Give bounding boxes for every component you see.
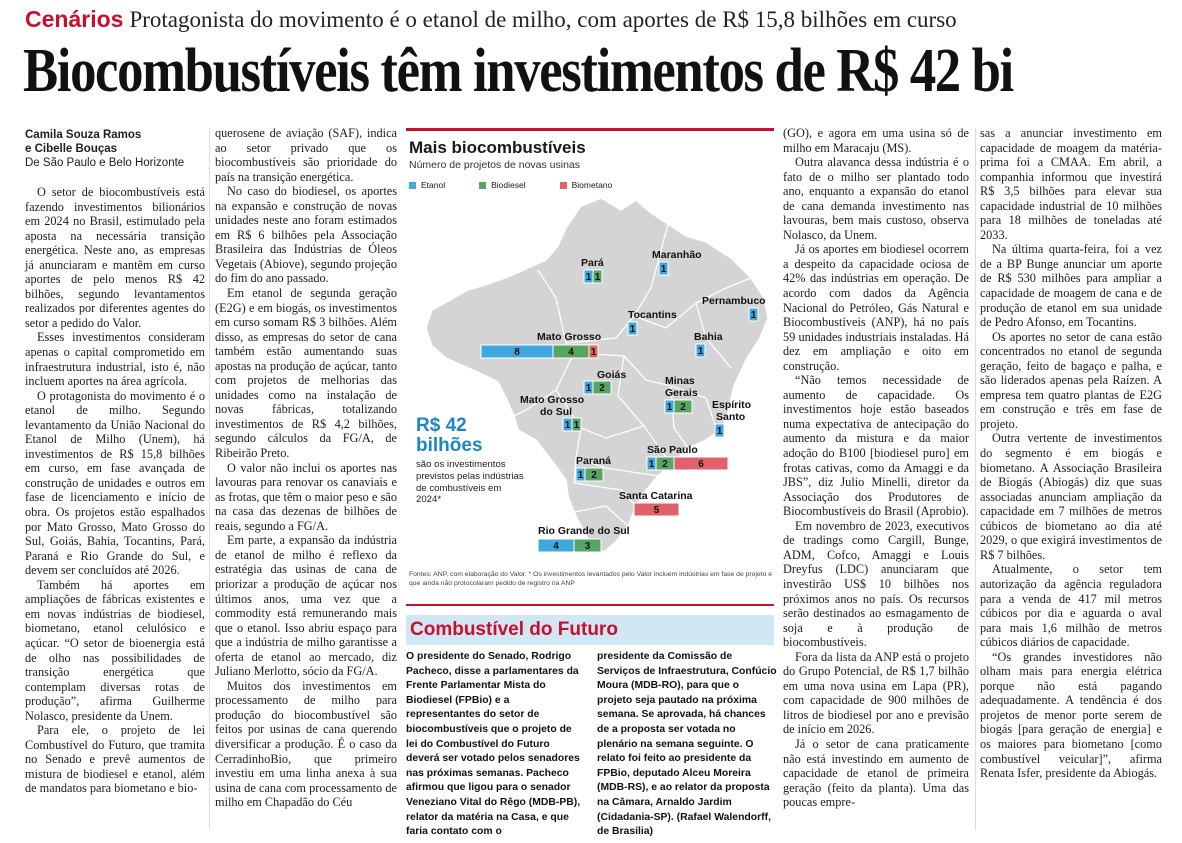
state-label-ms-2: do Sul bbox=[540, 406, 573, 418]
state-label-tocantins: Tocantins bbox=[628, 309, 677, 321]
count-box-value: 5 bbox=[653, 505, 660, 516]
paragraph: Outra vertente de investimentos do segmento é em biogás e biometano. A Associação Brasileira de Biogás (Abiogás) diz que suas associadas anunciam ampliação da capacidade em 7 milhões de metros cúbicos de biometano ao dia até 2029, o que exigirá investimentos de R$ 7 bilhões. bbox=[980, 431, 1162, 562]
count-box-value: 1 bbox=[697, 346, 704, 357]
paragraph: O protagonista do movimento é o etanol de milho. Segundo levantamento da União Nacional do Etanol de Milho (Unem), há investimentos de R$ 15,8 bilhões em curso, em fase avançada de construção de unidades e outros em fase de licenciamento e início de obra. Os projetos estão espalhados por Mato Grosso, Mato Grosso do Sul, Goiás, Bahia, Tocantins, Pará, Paraná e Rio Grande do Sul, e devem ser concluídos até 2026. bbox=[25, 388, 205, 578]
count-box-value: 1 bbox=[577, 470, 584, 481]
paragraph: O valor não inclui os aportes nas lavouras para renovar os canaviais e as frotas, que têm o maior peso e são na casa das dezenas de bilhões de reais, segundo a FG/A. bbox=[215, 460, 397, 533]
column-divider bbox=[975, 128, 976, 830]
paragraph: Muitos dos investimentos em processamento de milho para produção do biocombustível são feitos por usinas de cana querendo diversificar a produção. É o caso da CerradinhoBio, que primeiro investiu em uma linha anexa à sua usina de cana com processamento de milho em Chapadão do Céu bbox=[215, 678, 397, 810]
state-label-minas-2: Gerais bbox=[665, 387, 698, 399]
paragraph: O setor de biocombustíveis está fazendo investimentos bilionários em 2024 no Brasil, estimulado pela aposta na necessária transição energética. Neste ano, as empresas já anunciaram e mantêm em curso aportes de pelo menos R$ 42 bilhões, segundo levantamentos realizados por diferentes agentes do setor a pedido do Valor. bbox=[25, 185, 205, 330]
sidebar-box-title: Combustível do Futuro bbox=[410, 619, 618, 640]
state-label-santa-catarina: Santa Catarina bbox=[619, 490, 693, 502]
count-box-value: 1 bbox=[585, 383, 592, 394]
state-label-espirito-2: Santo bbox=[716, 411, 746, 423]
article-column-2 bbox=[215, 126, 397, 810]
paragraph: Em novembro de 2023, executivos de tradings como Cargill, Bunge, ADM, Cofco, Amaggi e Louis Dreyfus (LDC) anunciaram que investirão US$ 10 bilhões nos próximos anos no país. Os recursos serão destinados ao esmagamento de soja e à produção de biocombustíveis. bbox=[783, 518, 969, 650]
count-box-value: 1 bbox=[666, 402, 673, 413]
count-box-value: 1 bbox=[716, 426, 723, 437]
kicker-line bbox=[25, 6, 1165, 36]
paragraph: sas a anunciar investimento em capacidade de moagem da matéria-prima foi a CMAA. Em abril, a companhia informou que investirá R$ 3,5 bilhões para elevar sua capacidade industrial de 10 milhões para 18 milhões de toneladas até 2033. bbox=[980, 126, 1162, 242]
paragraph: Na última quarta-feira, foi a vez de a BP Bunge anunciar um aporte de R$ 530 milhões para ampliar a capacidade de moagem de cana e de produção de etanol em sua unidade de Pedro Afonso, em Tocantins. bbox=[980, 242, 1162, 330]
sidebar-box-text-1: O presidente do Senado, Rodrigo Pacheco, disse a parlamentares da Frente Parlamentar Mista do Biodiesel (FPBio) e a representantes do setor de biocombustíveis que o projeto de lei do Combustível do Futuro deverá ser votado pelos senadores nas próximas semanas. Pacheco afirmou que ligou para o senador Veneziano Vital do Rêgo (MDB-PB), relator da matéria na Casa, e que faria contato com o bbox=[406, 651, 581, 838]
paragraph: Já os aportes em biodiesel ocorrem a despeito da capacidade ociosa de 42% das indústrias em operação. De acordo com dados da Agência Nacional do Petróleo, Gás Natural e Biocombustíveis (ANP), há no país 59 unidades industriais instaladas. Há dez em ampliação e oito em construção. bbox=[783, 242, 969, 373]
paragraph: “Os grandes investidores não olham mais para energia elétrica porque não está pagando adequadamente. A tendência é dos projetos de menor porte serem de biogás [para geração de energia] e os maiores para biometano [como combustível veicular]”, afirma Renata Isfer, presidente da Abiogás. bbox=[980, 649, 1162, 781]
legend-label: Etanol bbox=[421, 180, 446, 190]
paragraph: querosene de aviação (SAF), indica ao setor privado que os biocombustíveis são prioridade do país na transição energética. bbox=[215, 126, 397, 184]
count-box-value: 1 bbox=[750, 310, 757, 321]
state-label-parana: Paraná bbox=[576, 455, 612, 467]
state-label-bahia: Bahia bbox=[694, 331, 723, 343]
byline-authors-1: Camila Souza Ramos bbox=[25, 129, 142, 141]
article-column-4 bbox=[980, 126, 1162, 781]
infographic-subtitle: Número de projetos de novas usinas bbox=[409, 159, 581, 171]
paragraph: Outra alavanca dessa indústria é o fato de o milho ser plantado todo ano, enquanto a expansão do etanol de cana demanda investimento nas lavouras, bem mais custoso, observa Nolasco, da Unem. bbox=[783, 155, 969, 242]
headline: Biocombustíveis têm investimentos de R$ 42 bi bbox=[23, 37, 1013, 105]
legend-label: Biodiesel bbox=[491, 180, 526, 190]
byline-authors-2: e Cibelle Bouças bbox=[25, 143, 118, 155]
count-box-value: 2 bbox=[662, 459, 668, 470]
paragraph: Atualmente, o setor tem autorização da agência reguladora para a venda de 417 mil metros cúbicos por dia e aguarda o aval para mais 1,6 milhão de metros cúbicos diários de capacidade. bbox=[980, 562, 1162, 650]
callout-amount bbox=[416, 416, 483, 456]
paragraph: (GO), e agora em uma usina só de milho em Maracaju (MS). bbox=[783, 126, 969, 155]
paragraph: Esses investimentos consideram apenas o capital comprometido em infraestrutura industrial, isto é, não incluem aportes na área agrícola. bbox=[25, 330, 205, 389]
count-box-value: 1 bbox=[564, 420, 571, 431]
state-label-espirito-1: Espírito bbox=[712, 399, 752, 411]
state-label-sao-paulo: São Paulo bbox=[647, 444, 698, 456]
count-box-value: 1 bbox=[660, 264, 667, 275]
count-box-value: 1 bbox=[629, 324, 636, 335]
state-label-para: Pará bbox=[581, 257, 604, 269]
infographic-title: Mais biocombustíveis bbox=[409, 138, 586, 157]
count-box-value: 4 bbox=[568, 347, 574, 358]
sidebar-box-text-2: presidente da Comissão de Serviços de Infraestrutura, Confúcio Moura (MDB-RO), para que o projeto seja pautado na próxima semana. Se aprovada, há chances de a proposta ser votada no plenário na semana seguinte. O relato foi feito ao presidente da FPBio, deputado Alceu Moreira (MDB-RS), e ao relator da proposta na Câmara, Arnaldo Jardim (Cidadania-SP). (Rafael Walendorff, de Brasília) bbox=[597, 651, 777, 838]
paragraph: Os aportes no setor de cana estão concentrados no etanol de segunda geração, feito de bagaço e palha, e são liderados apenas pela Raízen. A empresa tem quatro plantas de E2G em construção e três em fase de projeto. bbox=[980, 329, 1162, 431]
count-box-value: 2 bbox=[591, 470, 597, 481]
count-box-value: 2 bbox=[599, 383, 605, 394]
paragraph: Em parte, a expansão da indústria de etanol de milho é reflexo da estratégia das usinas de cana de priorizar a produção de açúcar nos últimos anos, uma vez que a commodity está remunerando mais que o etanol. Isso abriu espaço para que a indústria de milho garantisse a oferta de etanol ao mercado, diz Juliano Merlotto, sócio da FG/A. bbox=[215, 533, 397, 679]
state-label-ms-1: Mato Grosso bbox=[520, 394, 585, 406]
count-box-value: 1 bbox=[573, 420, 580, 431]
column-divider bbox=[209, 128, 210, 830]
paragraph: Em etanol de segunda geração (E2G) e em biogás, os investimentos em curso somam R$ 3 bilhões. Além disso, as empresas do setor de cana também estão aumentando suas apostas na produção de açúcar, tanto com projetos de melhorias das unidades como na instalação de novas fábricas, totalizando investimentos de R$ 4,2 bilhões, segundo cálculos da FG/A, de Ribeirão Preto. bbox=[215, 286, 397, 461]
state-label-pernambuco: Pernambuco bbox=[702, 295, 766, 307]
section-kicker: Cenários bbox=[25, 6, 124, 32]
count-box-value: 6 bbox=[698, 459, 704, 470]
state-label-goias: Goiás bbox=[597, 369, 627, 381]
count-box-value: 8 bbox=[514, 347, 520, 358]
callout-amount-value: R$ 42 bbox=[416, 415, 467, 436]
box-top-rule bbox=[406, 604, 774, 606]
sidebar-box-header bbox=[406, 615, 774, 645]
state-label-rs: Rio Grande do Sul bbox=[538, 525, 630, 537]
article-dek: Protagonista do movimento é o etanol de milho, com aportes de R$ 15,8 bilhões em curso bbox=[129, 7, 957, 32]
state-label-minas-1: Minas bbox=[665, 375, 695, 387]
callout-amount-unit: bilhões bbox=[416, 435, 483, 456]
paragraph: Para ele, o projeto de lei Combustível do Futuro, que tramita no Senado e prevê aumentos de mistura de biodiesel e etanol, além de mandatos para biometano e bio- bbox=[25, 723, 205, 796]
count-box-value: 1 bbox=[585, 272, 592, 283]
paragraph: Já o setor de cana praticamente não está investindo em aumento de capacidade de etanol de primeira geração (feito da planta). Uma das poucas empre- bbox=[783, 736, 969, 810]
count-box-value: 1 bbox=[594, 272, 601, 283]
count-box-value: 1 bbox=[590, 347, 597, 358]
callout-description: são os investimentos previstos pelas indústrias de combustíveis em 2024* bbox=[416, 459, 524, 506]
count-box-value: 1 bbox=[648, 459, 655, 470]
paragraph: Também há aportes em ampliações de fábricas existentes e em novas indústrias de biodiesel, biometano, etanol celulósico e açúcar. “O setor de bioenergia está de olho nas possibilidades de transição energética que contemplam diversas rotas de produção”, afirma Guilherme Nolasco, presidente da Unem. bbox=[25, 577, 205, 723]
infographic-source: Fontes: ANP, com elaboração do Valor. * Os investimentos levantados pelo Valor incluem indústrias em fase de projeto e que ainda não protocolaram pedido de registro na ANP bbox=[409, 571, 773, 587]
paragraph: Fora da lista da ANP está o projeto do Grupo Potencial, de R$ 1,7 bilhão em uma nova usina em Lapa (PR), com capacidade de 900 milhões de litros de biodiesel por ano e previsão de início em 2026. bbox=[783, 649, 969, 737]
count-box-value: 2 bbox=[680, 402, 686, 413]
state-label-mato-grosso: Mato Grosso bbox=[537, 331, 602, 343]
byline-location: De São Paulo e Belo Horizonte bbox=[25, 157, 185, 169]
state-label-maranhao: Maranhão bbox=[652, 249, 702, 261]
map-infographic bbox=[406, 128, 774, 598]
paragraph: No caso do biodiesel, os aportes na expansão e construção de novas unidades neste ano foram estimados em R$ 6 bilhões pela Associação Brasileira das Indústrias de Óleos Vegetais (Abiove), segundo projeção do fim do ano passado. bbox=[215, 184, 397, 286]
count-box-value: 3 bbox=[584, 541, 591, 552]
paragraph: “Não temos necessidade de aumento de capacidade. Os investimentos hoje estão baseados numa expectativa de antecipação do aumento da mistura e da maior adoção do B100 [biodiesel puro] em frotas cativas, como da Amaggi e da JBS”, diz Julio Minelli, diretor da Associação dos Produtores de Biocombustíveis do Brasil (Aprobio). bbox=[783, 373, 969, 519]
count-box-value: 4 bbox=[553, 541, 559, 552]
article-column-1 bbox=[25, 128, 205, 796]
article-column-3 bbox=[783, 126, 969, 810]
legend-label: Biometano bbox=[571, 180, 613, 190]
